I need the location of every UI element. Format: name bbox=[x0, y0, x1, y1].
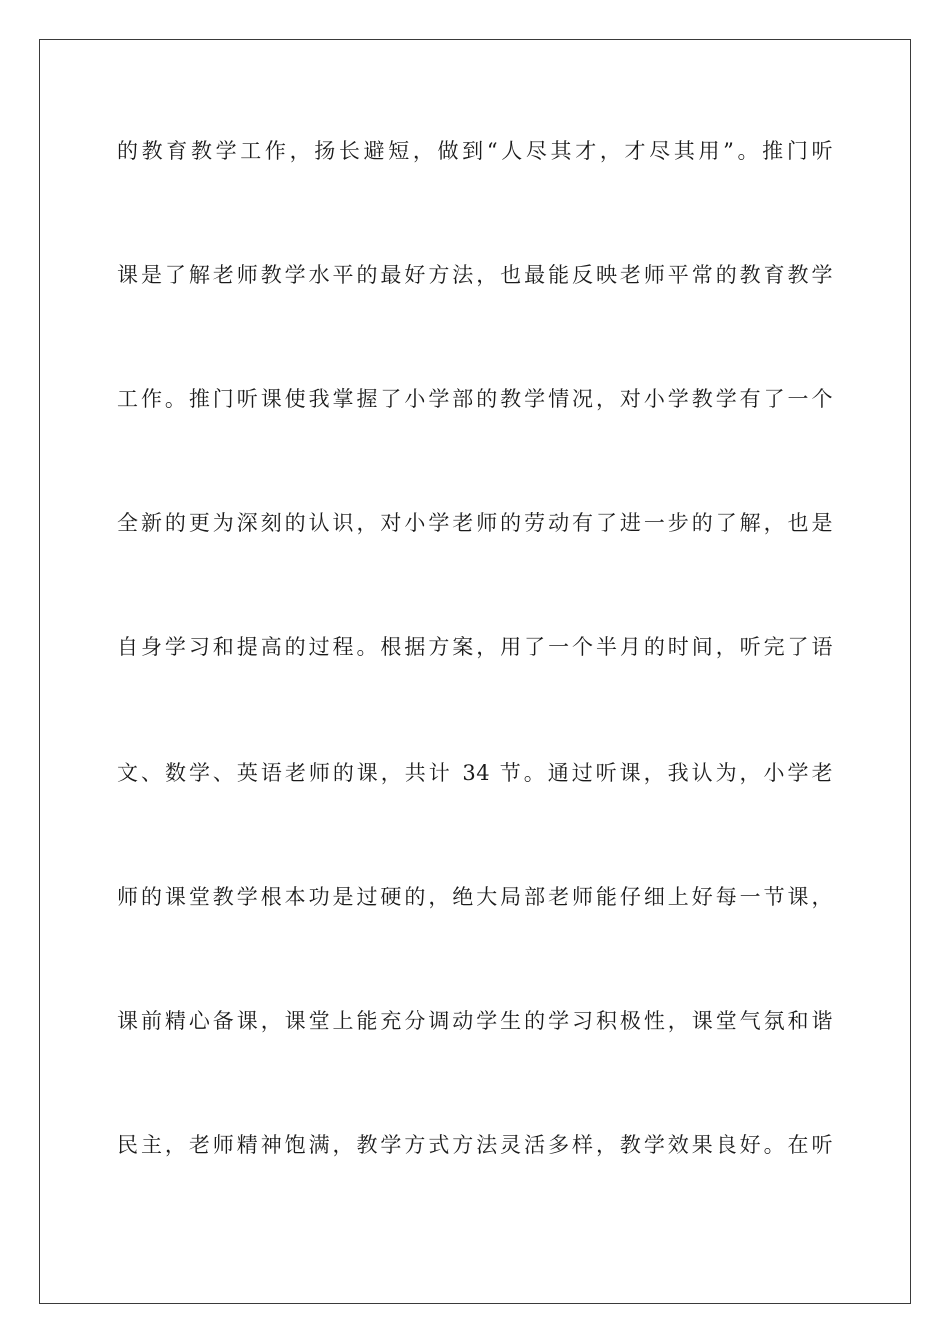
paragraph-line-4: 全新的更为深刻的认识，对小学老师的劳动有了进一步的了解，也是 bbox=[117, 511, 833, 535]
paragraph-line-9: 民主，老师精神饱满，教学方式方法灵活多样，教学效果良好。在听 bbox=[117, 1133, 833, 1157]
paragraph-line-5: 自身学习和提高的过程。根据方案，用了一个半月的时间，听完了语 bbox=[117, 635, 833, 659]
paragraph-line-7: 师的课堂教学根本功是过硬的，绝大局部老师能仔细上好每一节课， bbox=[117, 885, 833, 909]
paragraph-line-6: 文、数学、英语老师的课，共计 34 节。通过听课，我认为，小学老 bbox=[117, 761, 833, 785]
paragraph-line-1: 的教育教学工作，扬长避短，做到“人尽其才，才尽其用”。推门听 bbox=[117, 139, 833, 163]
paragraph-line-3: 工作。推门听课使我掌握了小学部的教学情况，对小学教学有了一个 bbox=[117, 387, 833, 411]
paragraph-line-2: 课是了解老师教学水平的最好方法，也最能反映老师平常的教育教学 bbox=[117, 263, 833, 287]
paragraph-line-8: 课前精心备课，课堂上能充分调动学生的学习积极性，课堂气氛和谐 bbox=[117, 1009, 833, 1033]
page-border bbox=[39, 39, 911, 1304]
